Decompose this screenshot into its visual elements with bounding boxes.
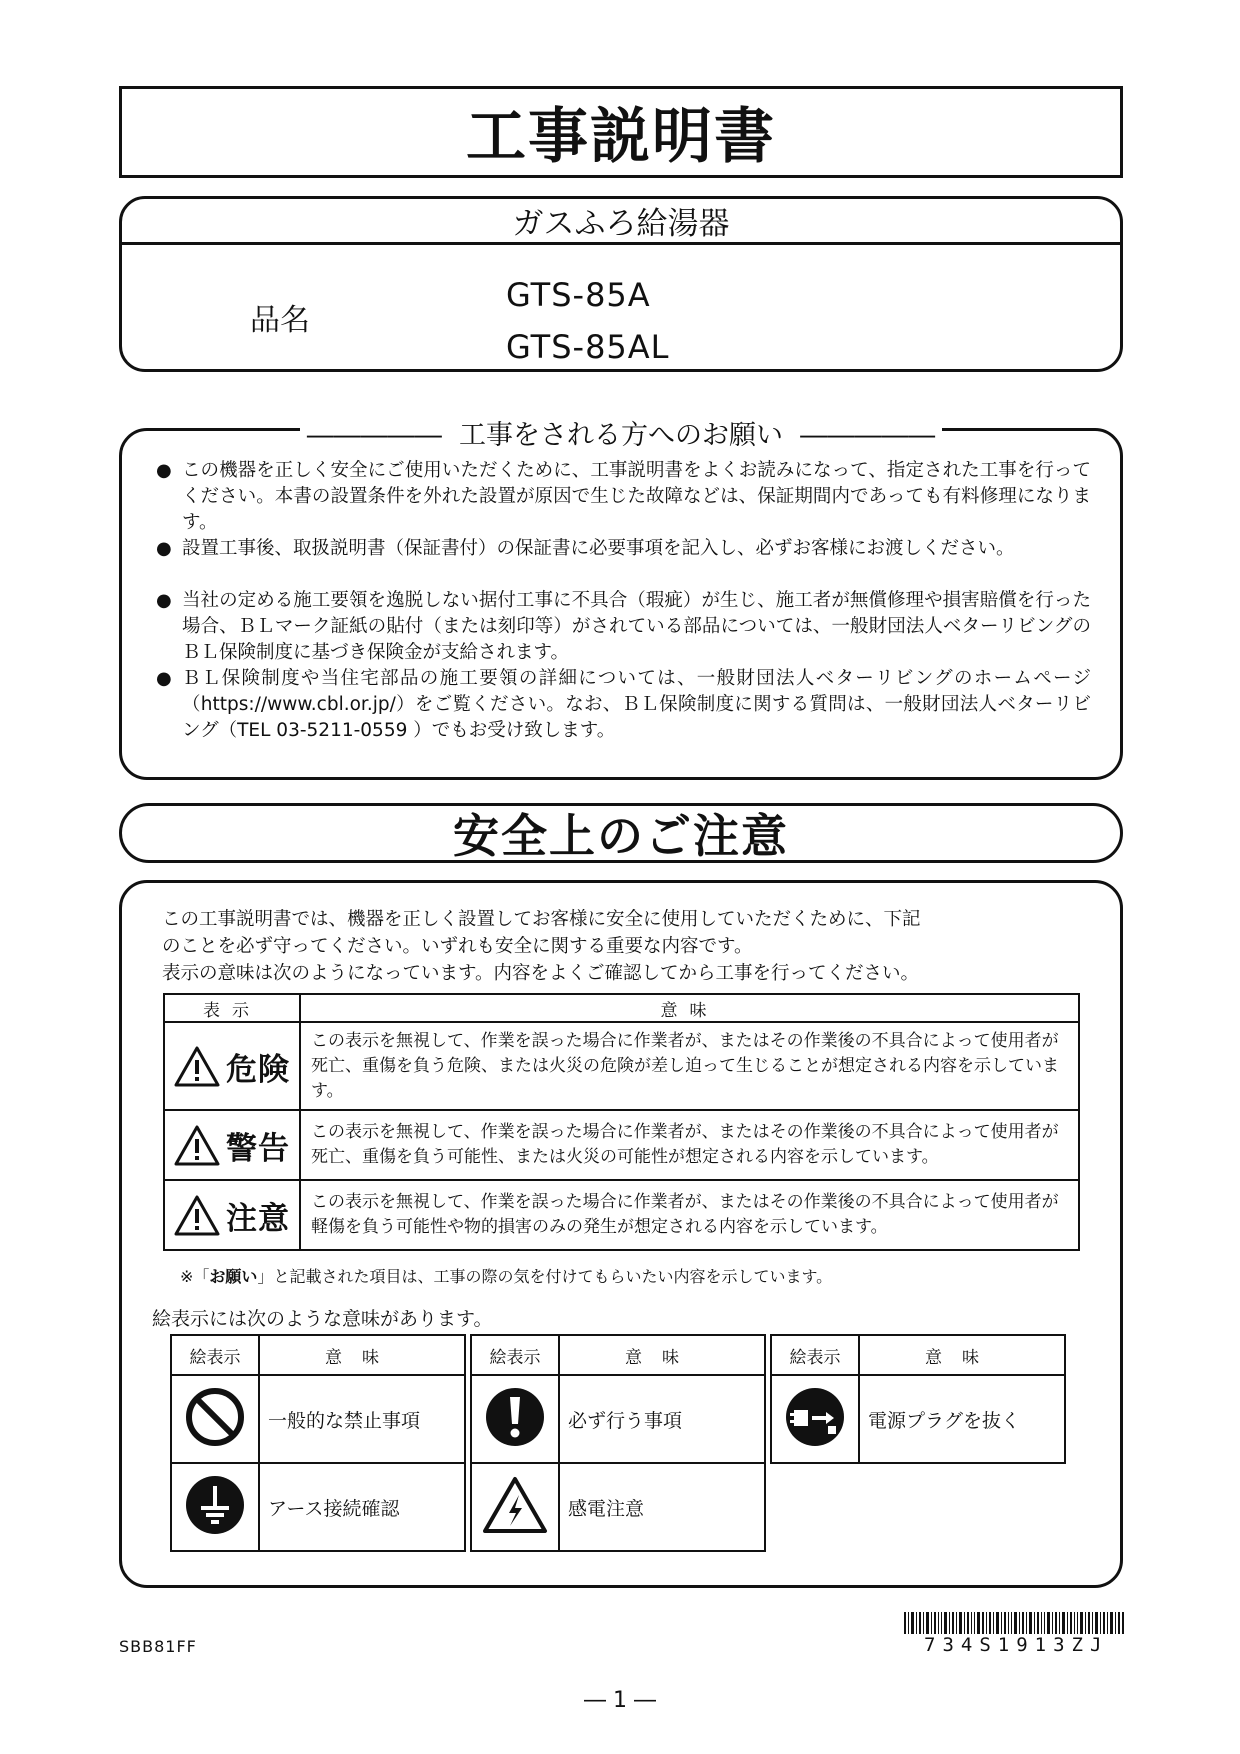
column-header-icon: 絵表示 [171, 1335, 259, 1375]
intro-line: この工事説明書では、機器を正しく設置してお客様に安全に使用していただくために、下記 [162, 909, 921, 930]
table-row [471, 1463, 765, 1551]
column-header-meaning: 意味 [859, 1335, 1065, 1375]
safety-intro [162, 906, 1082, 987]
document-title-box [119, 86, 1123, 178]
pictogram-label: アース接続確認 [259, 1463, 465, 1551]
product-category: ガスふろ給湯器 [122, 199, 1120, 245]
pictogram-label: 電源プラグを抜く [859, 1375, 1065, 1463]
model-number: GTS-85AL [506, 328, 670, 366]
column-header-meaning: 意味 [300, 994, 1079, 1022]
exclamation-icon [484, 1386, 546, 1448]
signal-description: この表示を無視して、作業を誤った場合に作業者が、またはその作業後の不具合によって使用者が軽傷を負う可能性や物的損害のみの発生が想定される内容を示しています。 [300, 1180, 1079, 1250]
signal-word-caution: 注意 [226, 1200, 290, 1237]
model-number: GTS-85A [506, 276, 651, 314]
signal-description: この表示を無視して、作業を誤った場合に作業者が、またはその作業後の不具合によって使用者が死亡、重傷を負う危険、または火災の危険が差し迫って生じることが想定される内容を示しています。 [300, 1022, 1079, 1110]
table-row [471, 1375, 765, 1463]
signal-word-warning: 警告 [226, 1130, 290, 1167]
pictogram-label: 一般的な禁止事項 [259, 1375, 465, 1463]
ground-icon [184, 1474, 246, 1536]
signal-word-danger: 危険 [226, 1051, 290, 1088]
installer-request-title: ――――― 工事をされる方へのお願い ――――― [300, 413, 942, 452]
pictogram-intro: 絵表示には次のような意味があります。 [152, 1308, 493, 1330]
column-header-sign: 表示 [164, 994, 300, 1022]
electric-shock-icon [482, 1475, 548, 1535]
column-header-meaning: 意味 [559, 1335, 765, 1375]
intro-line: 表示の意味は次のようになっています。内容をよくご確認してから工事を行ってください。 [162, 963, 920, 984]
pictogram-label: 必ず行う事項 [559, 1375, 765, 1463]
warning-triangle-icon [174, 1045, 220, 1087]
product-name-label: 品名 [250, 303, 310, 338]
product-models [506, 269, 670, 373]
list-item: ● 当社の定める施工要領を逸脱しない据付工事に不具合（瑕疵）が生じ、施工者が無償修理や損害賠償を行った場合、ＢＬマーク証紙の貼付（または刻印等）がされている部品については、一般財団法人ベターリビングのＢＬ保険制度に基づき保険金が支給されます。 [156, 588, 1091, 666]
prohibition-icon [184, 1386, 246, 1448]
barcode [904, 1612, 1124, 1634]
product-box [119, 196, 1123, 372]
list-item: ● この機器を正しく安全にご使用いただくために、工事説明書をよくお読みになって、指定された工事を行ってください。本書の設置条件を外れた設置が原因で生じた故障などは、保証期間内であっても有料修理になります。 [156, 458, 1091, 536]
barcode-number: 734S1913ZJ [924, 1634, 1109, 1656]
intro-line: のことを必ず守ってください。いずれも安全に関する重要な内容です。 [162, 936, 753, 957]
safety-title: 安全上のご注意 [453, 809, 789, 863]
pictogram-table [170, 1334, 466, 1552]
column-header-meaning: 意味 [259, 1335, 465, 1375]
table-row [164, 1110, 1079, 1180]
column-header-icon: 絵表示 [771, 1335, 859, 1375]
safety-banner [119, 803, 1123, 863]
signal-word-table [163, 993, 1080, 1251]
signal-description: この表示を無視して、作業を誤った場合に作業者が、またはその作業後の不具合によって使用者が死亡、重傷を負う可能性、または火災の可能性が想定される内容を示しています。 [300, 1110, 1079, 1180]
request-note: ※「お願い」と記載された項目は、工事の際の気を付けてもらいたい内容を示しています。 [180, 1267, 833, 1286]
table-row [171, 1375, 465, 1463]
table-row [164, 1022, 1079, 1110]
pictogram-label: 感電注意 [559, 1463, 765, 1551]
table-row [171, 1463, 465, 1551]
list-item: ● 設置工事後、取扱説明書（保証書付）の保証書に必要事項を記入し、必ずお客様にお渡しください。 [156, 536, 1091, 562]
pictogram-table [770, 1334, 1066, 1464]
warning-triangle-icon [174, 1124, 220, 1166]
pictogram-table [470, 1334, 766, 1552]
document-title: 工事説明書 [466, 102, 776, 172]
list-item: ● ＢＬ保険制度や当住宅部品の施工要領の詳細については、一般財団法人ベターリビングのホームページ（https://www.cbl.or.jp/）をご覧ください。なお、ＢＬ保険制度に関する質問は、一般財団法人ベターリビング（TEL 03-5211-0559 ）でもお受け致します。 [156, 666, 1091, 744]
unplug-icon [784, 1386, 846, 1448]
warning-triangle-icon [174, 1194, 220, 1236]
document-code: SBB81FF [119, 1637, 197, 1656]
table-row [164, 1180, 1079, 1250]
column-header-icon: 絵表示 [471, 1335, 559, 1375]
table-row [771, 1375, 1065, 1463]
page-number: ― 1 ― [584, 1688, 656, 1713]
installer-request-list [156, 458, 1091, 744]
